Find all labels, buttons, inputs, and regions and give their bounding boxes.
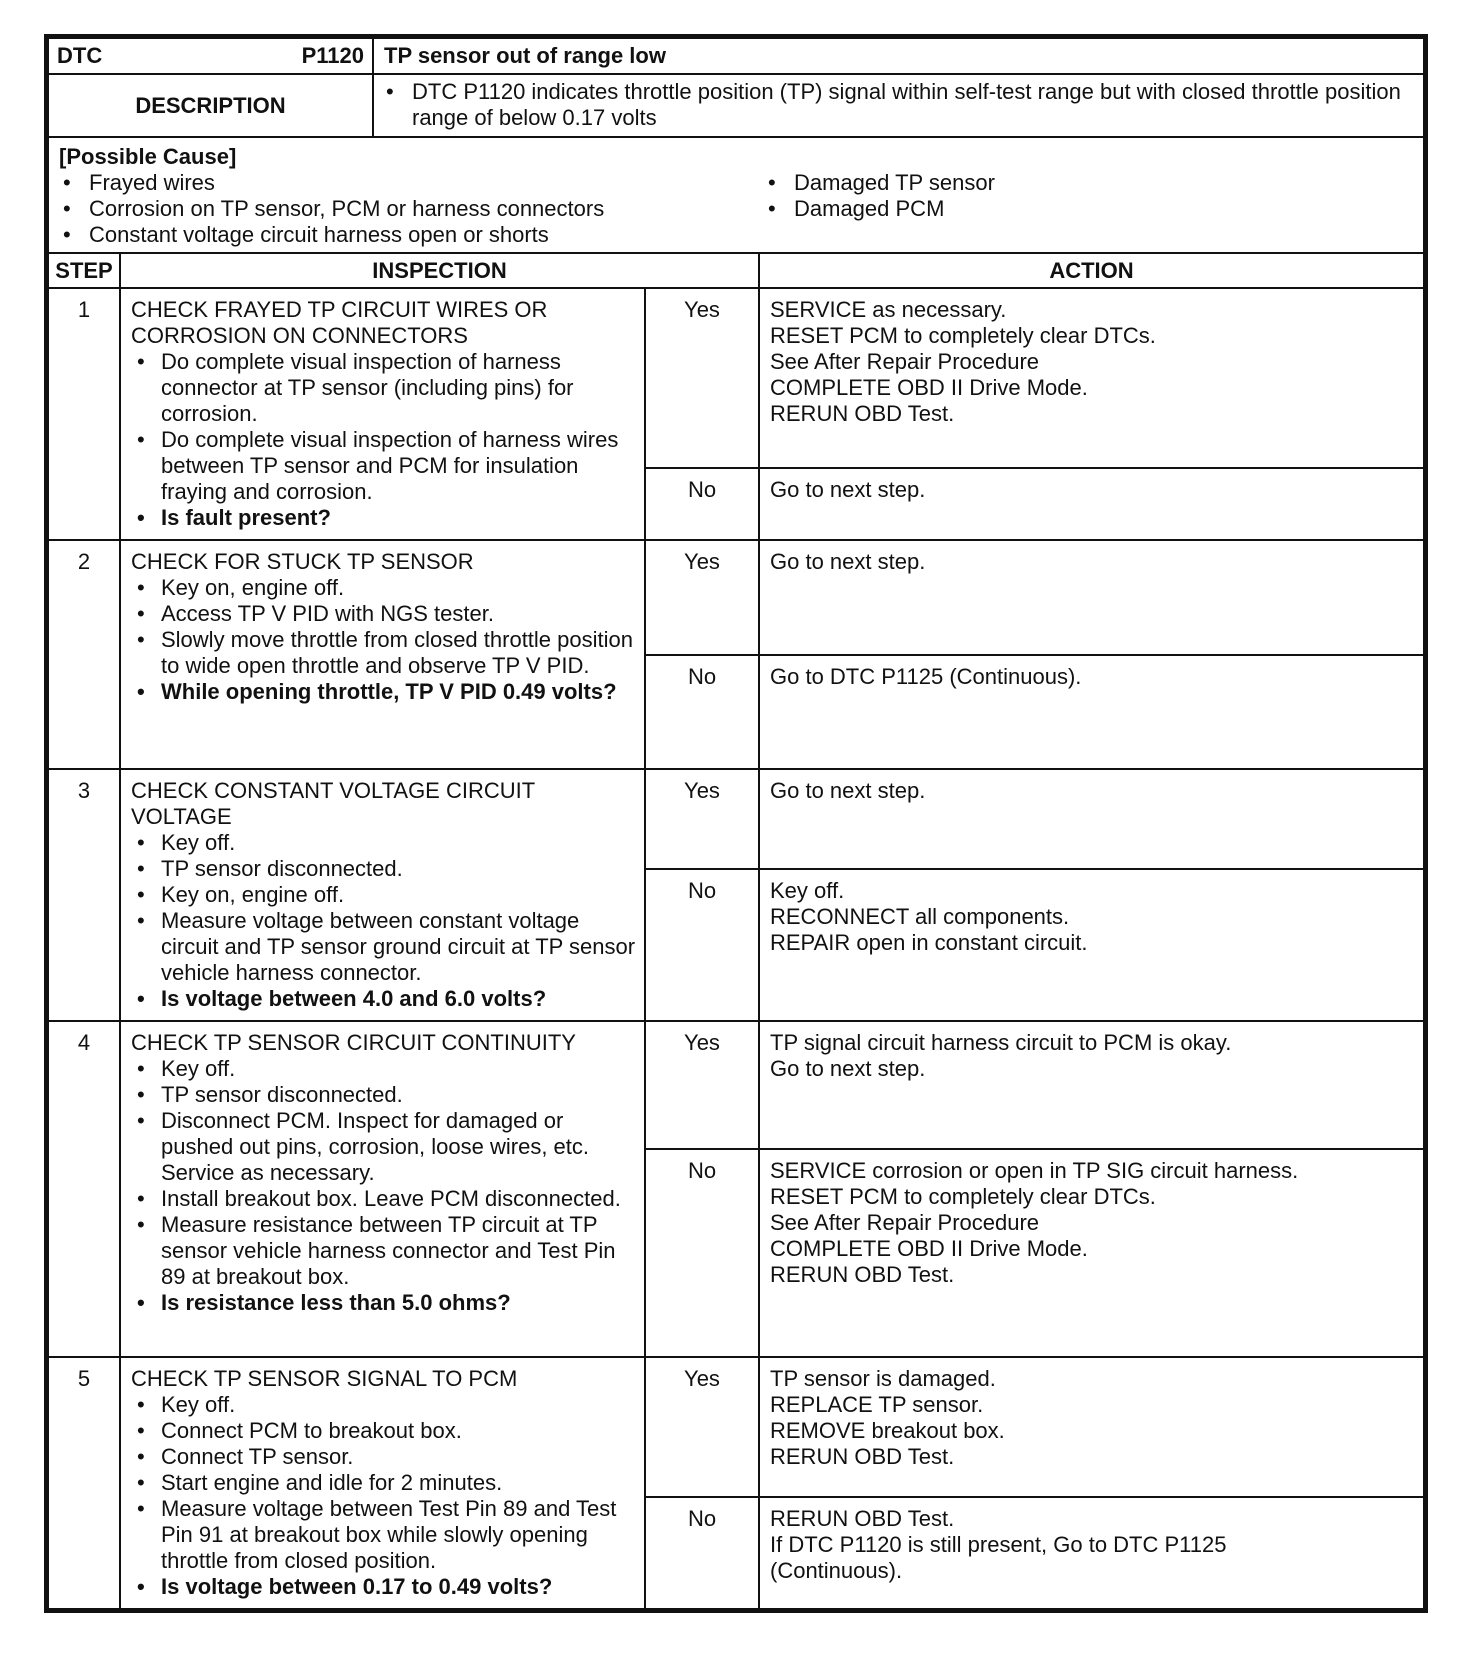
possible-cause-right-list — [764, 170, 995, 248]
action-line: (Continuous). — [770, 1558, 903, 1583]
no-label: No — [645, 468, 759, 540]
action-line: SERVICE as necessary. — [770, 297, 1007, 322]
step-row — [48, 288, 1424, 468]
yes-action — [759, 1021, 1424, 1149]
step-bullet: • Key on, engine off. — [131, 882, 638, 908]
cause-item: • Damaged TP sensor — [764, 170, 995, 196]
action-line: TP sensor is damaged. — [770, 1366, 996, 1391]
dtc-label: DTC — [57, 43, 103, 68]
description-cell — [373, 74, 1424, 137]
column-header-action: ACTION — [759, 253, 1424, 288]
step-inspection — [120, 1021, 645, 1357]
action-line: REPLACE TP sensor. — [770, 1392, 984, 1417]
dtc-code: P1120 — [301, 43, 364, 68]
step-bullet: • Measure voltage between constant voltage circuit and TP sensor ground circuit at TP sensor vehicle harness connector. — [131, 908, 638, 986]
step-title: CHECK FOR STUCK TP SENSOR — [131, 549, 474, 574]
step-title: CHECK TP SENSOR SIGNAL TO PCM — [131, 1366, 518, 1391]
cause-item: • Corrosion on TP sensor, PCM or harness connectors — [59, 196, 764, 222]
action-line: Go to next step. — [770, 1056, 926, 1081]
step-number: 5 — [48, 1357, 120, 1609]
description-text: • DTC P1120 indicates throttle position (TP) signal within self-test range but with closed throttle position range of below 0.17 volts — [384, 79, 1415, 131]
dtc-sheet — [44, 34, 1428, 1613]
action-line: See After Repair Procedure — [770, 1210, 1040, 1235]
step-bullet: • Connect TP sensor. — [131, 1444, 638, 1470]
column-header-step: STEP — [48, 253, 120, 288]
step-question: • Is voltage between 4.0 and 6.0 volts? — [131, 986, 638, 1012]
step-inspection — [120, 769, 645, 1021]
action-line: REMOVE breakout box. — [770, 1418, 1005, 1443]
step-question: • Is fault present? — [131, 505, 638, 531]
step-bullet: • Start engine and idle for 2 minutes. — [131, 1470, 638, 1496]
step-bullet: • Key off. — [131, 1392, 638, 1418]
dtc-cell — [48, 38, 373, 74]
step-number: 4 — [48, 1021, 120, 1357]
yes-label: Yes — [645, 540, 759, 655]
step-number: 2 — [48, 540, 120, 769]
step-number: 1 — [48, 288, 120, 540]
action-line: RERUN OBD Test. — [770, 401, 955, 426]
action-line: Go to next step. — [770, 477, 926, 502]
yes-label: Yes — [645, 769, 759, 869]
action-line: RERUN OBD Test. — [770, 1444, 955, 1469]
action-line: See After Repair Procedure — [770, 349, 1040, 374]
step-bullet: • Connect PCM to breakout box. — [131, 1418, 638, 1444]
steps-table — [47, 252, 1425, 1610]
step-bullet: • Measure voltage between Test Pin 89 and Test Pin 91 at breakout box while slowly opening throttle from closed position. — [131, 1496, 638, 1574]
step-question: • While opening throttle, TP V PID 0.49 volts? — [131, 679, 638, 705]
possible-cause-section — [47, 138, 1425, 252]
column-header-inspection: INSPECTION — [120, 253, 759, 288]
action-line: Key off. — [770, 878, 845, 903]
yes-label: Yes — [645, 1021, 759, 1149]
no-label: No — [645, 1149, 759, 1357]
step-bullet: • Access TP V PID with NGS tester. — [131, 601, 638, 627]
no-action — [759, 1497, 1424, 1609]
action-line: RERUN OBD Test. — [770, 1506, 955, 1531]
possible-cause-left-list — [59, 170, 764, 248]
dtc-header-table — [47, 37, 1425, 138]
step-number: 3 — [48, 769, 120, 1021]
no-action — [759, 1149, 1424, 1357]
action-line: RESET PCM to completely clear DTCs. — [770, 1184, 1156, 1209]
no-label: No — [645, 655, 759, 769]
no-label: No — [645, 1497, 759, 1609]
step-title: CHECK FRAYED TP CIRCUIT WIRES OR — [131, 297, 548, 322]
step-title: CHECK TP SENSOR CIRCUIT CONTINUITY — [131, 1030, 576, 1055]
step-title: CORROSION ON CONNECTORS — [131, 323, 468, 348]
step-bullet: • Do complete visual inspection of harness wires between TP sensor and PCM for insulation fraying and corrosion. — [131, 427, 638, 505]
no-action — [759, 869, 1424, 1021]
action-line: RERUN OBD Test. — [770, 1262, 955, 1287]
yes-action — [759, 769, 1424, 869]
step-bullet: • Disconnect PCM. Inspect for damaged or pushed out pins, corrosion, loose wires, etc. Service as necessary. — [131, 1108, 638, 1186]
action-line: Go to next step. — [770, 549, 926, 574]
step-bullet: • Measure resistance between TP circuit at TP sensor vehicle harness connector and Test Pin 89 at breakout box. — [131, 1212, 638, 1290]
cause-item: • Constant voltage circuit harness open or shorts — [59, 222, 764, 248]
action-line: If DTC P1120 is still present, Go to DTC P1125 — [770, 1532, 1227, 1557]
no-action — [759, 655, 1424, 769]
action-line: RECONNECT all components. — [770, 904, 1070, 929]
no-label: No — [645, 869, 759, 1021]
step-inspection — [120, 540, 645, 769]
step-row — [48, 1021, 1424, 1149]
step-bullet: • TP sensor disconnected. — [131, 1082, 638, 1108]
step-title: CHECK CONSTANT VOLTAGE CIRCUIT — [131, 778, 536, 803]
no-action — [759, 468, 1424, 540]
action-line: TP signal circuit harness circuit to PCM is okay. — [770, 1030, 1232, 1055]
yes-label: Yes — [645, 1357, 759, 1497]
step-bullet: • Install breakout box. Leave PCM disconnected. — [131, 1186, 638, 1212]
step-question: • Is voltage between 0.17 to 0.49 volts? — [131, 1574, 638, 1600]
step-bullet: • TP sensor disconnected. — [131, 856, 638, 882]
yes-action — [759, 1357, 1424, 1497]
step-inspection — [120, 1357, 645, 1609]
yes-label: Yes — [645, 288, 759, 468]
step-row — [48, 769, 1424, 869]
step-title: VOLTAGE — [131, 804, 232, 829]
step-bullet: • Key off. — [131, 830, 638, 856]
yes-action — [759, 540, 1424, 655]
step-bullet: • Key off. — [131, 1056, 638, 1082]
step-bullet: • Do complete visual inspection of harness connector at TP sensor (including pins) for corrosion. — [131, 349, 638, 427]
yes-action — [759, 288, 1424, 468]
action-line: COMPLETE OBD II Drive Mode. — [770, 375, 1088, 400]
step-row — [48, 540, 1424, 655]
step-question: • Is resistance less than 5.0 ohms? — [131, 1290, 638, 1316]
step-inspection — [120, 288, 645, 540]
possible-cause-title: [Possible Cause] — [59, 144, 237, 169]
dtc-title: TP sensor out of range low — [373, 38, 1424, 74]
step-bullet: • Slowly move throttle from closed throttle position to wide open throttle and observe TP V PID. — [131, 627, 638, 679]
action-line: SERVICE corrosion or open in TP SIG circuit harness. — [770, 1158, 1299, 1183]
action-line: Go to DTC P1125 (Continuous). — [770, 664, 1082, 689]
step-bullet: • Key on, engine off. — [131, 575, 638, 601]
cause-item: • Frayed wires — [59, 170, 764, 196]
step-row — [48, 1357, 1424, 1497]
cause-item: • Damaged PCM — [764, 196, 995, 222]
description-label: DESCRIPTION — [48, 74, 373, 137]
action-line: RESET PCM to completely clear DTCs. — [770, 323, 1156, 348]
action-line: REPAIR open in constant circuit. — [770, 930, 1088, 955]
action-line: COMPLETE OBD II Drive Mode. — [770, 1236, 1088, 1261]
action-line: Go to next step. — [770, 778, 926, 803]
